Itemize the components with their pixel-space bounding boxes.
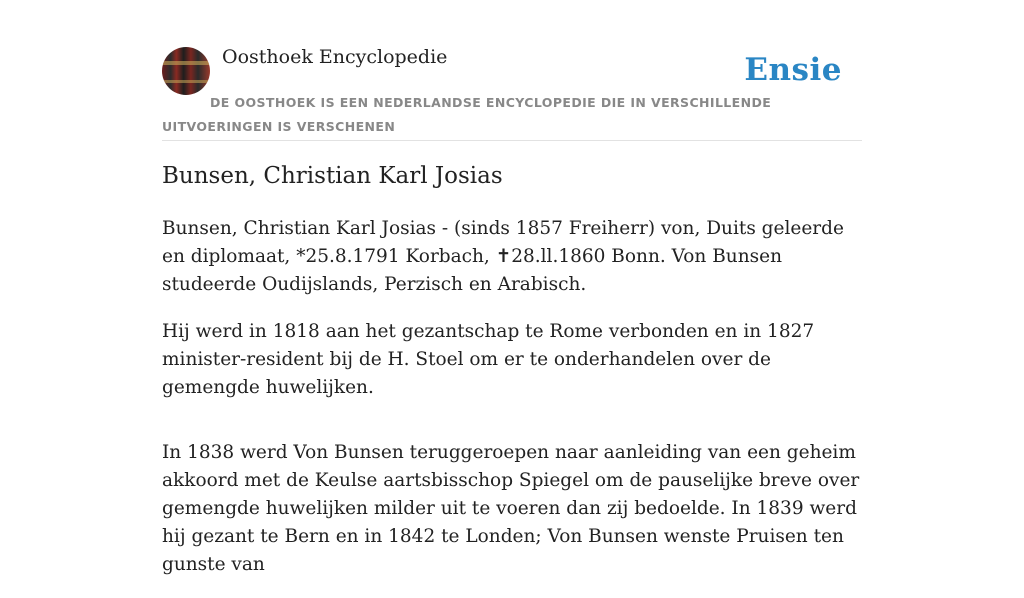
article-paragraph: Hij werd in 1818 aan het gezantschap te Rome verbonden en in 1827 minister-resident bij de H. Stoel om er te onderhandelen over de gemengde huwelijken. [162, 321, 815, 398]
ensie-brand-logo[interactable]: Ensie [744, 52, 842, 88]
article-paragraph: In 1838 werd Von Bunsen teruggeroepen naar aanleiding van een geheim akkoord met de Keulse aartsbisschop Spiegel om de pauselijke breve over gemengde huwelijken milder uit te voeren dan zij bedoelde. In 1839 werd hij gezant te Bern en in 1842 te Londen; Von Bunsen wenste Pruisen ten gunste van [162, 442, 860, 575]
book-spines-logo-icon[interactable] [162, 47, 210, 95]
article-title: Bunsen, Christian Karl Josias [162, 163, 503, 189]
page-container [162, 0, 862, 575]
site-header [162, 0, 862, 141]
site-tagline: DE OOSTHOEK IS EEN NEDERLANDSE ENCYCLOPEDIE DIE IN VERSCHILLENDE UITVOERINGEN IS VERSCHENEN [162, 95, 772, 134]
article-body [162, 215, 862, 598]
article-paragraph: Bunsen, Christian Karl Josias - (sinds 1857 Freiherr) von, Duits geleerde en diplomaat, *25.8.1791 Korbach, ✝28.ll.1860 Bonn. Von Bunsen studeerde Oudijslands, Perzisch en Arabisch. [162, 218, 844, 295]
site-name-link[interactable]: Oosthoek Encyclopedie [222, 46, 448, 68]
